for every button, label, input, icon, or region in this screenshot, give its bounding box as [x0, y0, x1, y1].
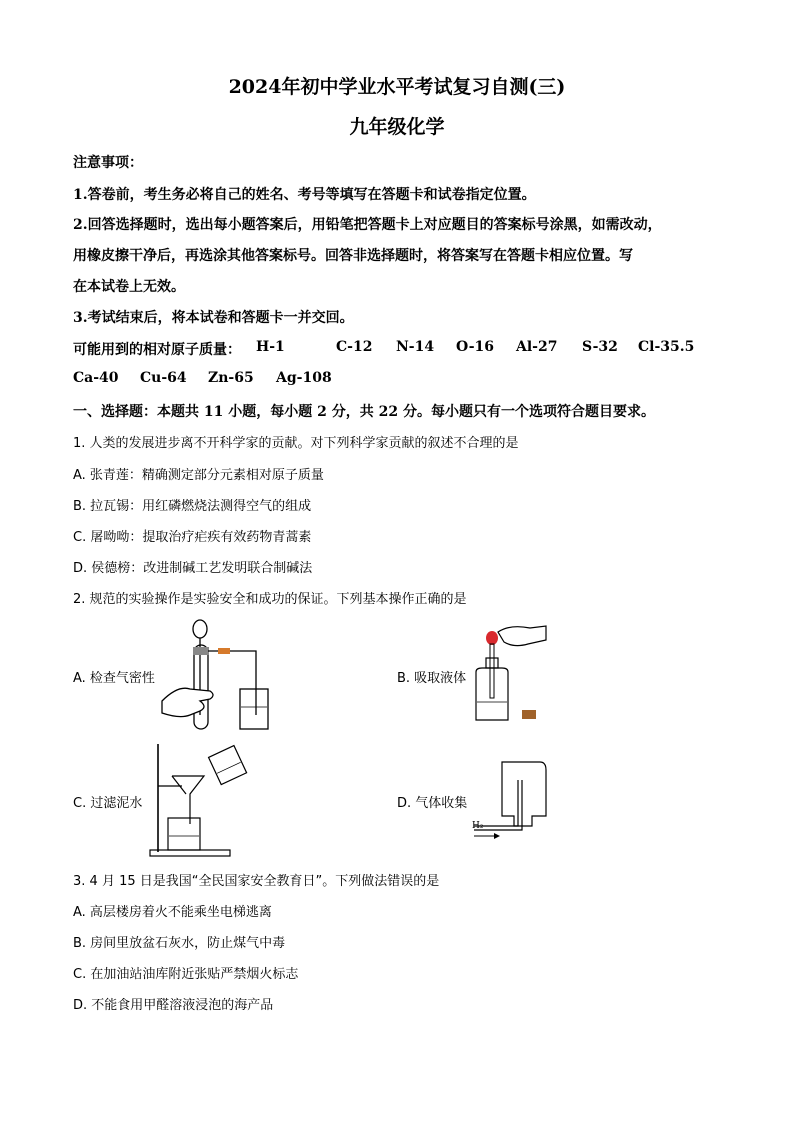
- section-1-heading: 一、选择题：本题共 11 小题，每小题 2 分，共 22 分。每小题只有一个选项符合题目要求。: [73, 404, 655, 420]
- q1-stem: 1. 人类的发展进步离不开科学家的贡献。对下列科学家贡献的叙述不合理的是: [73, 436, 519, 451]
- notice-item-2-line-1: 2.回答选择题时，选出每小题答案后，用铅笔把答题卡上对应题目的答案标号涂黑，如需改动，: [73, 217, 662, 233]
- q3-option-d: D. 不能食用甲醛溶液浸泡的海产品: [73, 998, 274, 1013]
- atomic-mass-c: C-12: [336, 339, 373, 355]
- q2-option-a: A. 检查气密性: [73, 671, 155, 686]
- exam-title: 2024年初中学业水平考试复习自测(三): [228, 76, 566, 98]
- q2-option-b: B. 吸取液体: [397, 671, 467, 686]
- notice-heading: 注意事项：: [73, 155, 143, 171]
- atomic-mass-cu: Cu-64: [140, 370, 187, 386]
- q3-stem: 3. 4 月 15 日是我国“全民国家安全教育日”。下列做法错误的是: [73, 874, 440, 889]
- atomic-mass-cl: Cl-35.5: [638, 339, 695, 355]
- dropper-figure: [470, 622, 550, 726]
- atomic-mass-s: S-32: [582, 339, 618, 355]
- q1-option-c: C. 屠呦呦：提取治疗疟疾有效药物青蒿素: [73, 530, 312, 545]
- q2-stem: 2. 规范的实验操作是实验安全和成功的保证。下列基本操作正确的是: [73, 592, 467, 607]
- notice-item-2-line-2: 用橡皮擦干净后，再选涂其他答案标号。回答非选择题时，将答案写在答题卡相应位置。写: [73, 248, 633, 264]
- notice-item-3: 3.考试结束后，将本试卷和答题卡一并交回。: [73, 310, 354, 326]
- q2-option-c: C. 过滤泥水: [73, 796, 143, 811]
- q3-option-a: A. 高层楼房着火不能乘坐电梯逃离: [73, 905, 272, 920]
- notice-item-1: 1.答卷前，考生务必将自己的姓名、考号等填写在答题卡和试卷指定位置。: [73, 187, 536, 203]
- notice-item-2-line-3: 在本试卷上无效。: [73, 279, 185, 295]
- q1-option-b: B. 拉瓦锡：用红磷燃烧法测得空气的组成: [73, 499, 312, 514]
- atomic-mass-h: H-1: [256, 339, 285, 355]
- exam-subtitle: 九年级化学: [349, 116, 445, 138]
- atomic-mass-zn: Zn-65: [208, 370, 254, 386]
- atomic-mass-al: Al-27: [516, 339, 558, 355]
- atomic-mass-label: 可能用到的相对原子质量：: [73, 342, 241, 358]
- atomic-mass-o: O-16: [456, 339, 495, 355]
- gas-collection-figure: [470, 760, 555, 840]
- q3-option-b: B. 房间里放盆石灰水，防止煤气中毒: [73, 936, 286, 951]
- airtight-check-figure: [160, 615, 270, 735]
- atomic-mass-ag: Ag-108: [276, 370, 332, 386]
- q3-option-c: C. 在加油站油库附近张贴严禁烟火标志: [73, 967, 299, 982]
- atomic-mass-n: N-14: [396, 339, 435, 355]
- q1-option-a: A. 张青莲：精确测定部分元素相对原子质量: [73, 468, 324, 483]
- gas-label: H₂: [472, 821, 484, 831]
- atomic-mass-ca: Ca-40: [73, 370, 119, 386]
- filtration-figure: [148, 740, 260, 860]
- q2-option-d: D. 气体收集: [397, 796, 468, 811]
- q1-option-d: D. 侯德榜：改进制碱工艺发明联合制碱法: [73, 561, 313, 576]
